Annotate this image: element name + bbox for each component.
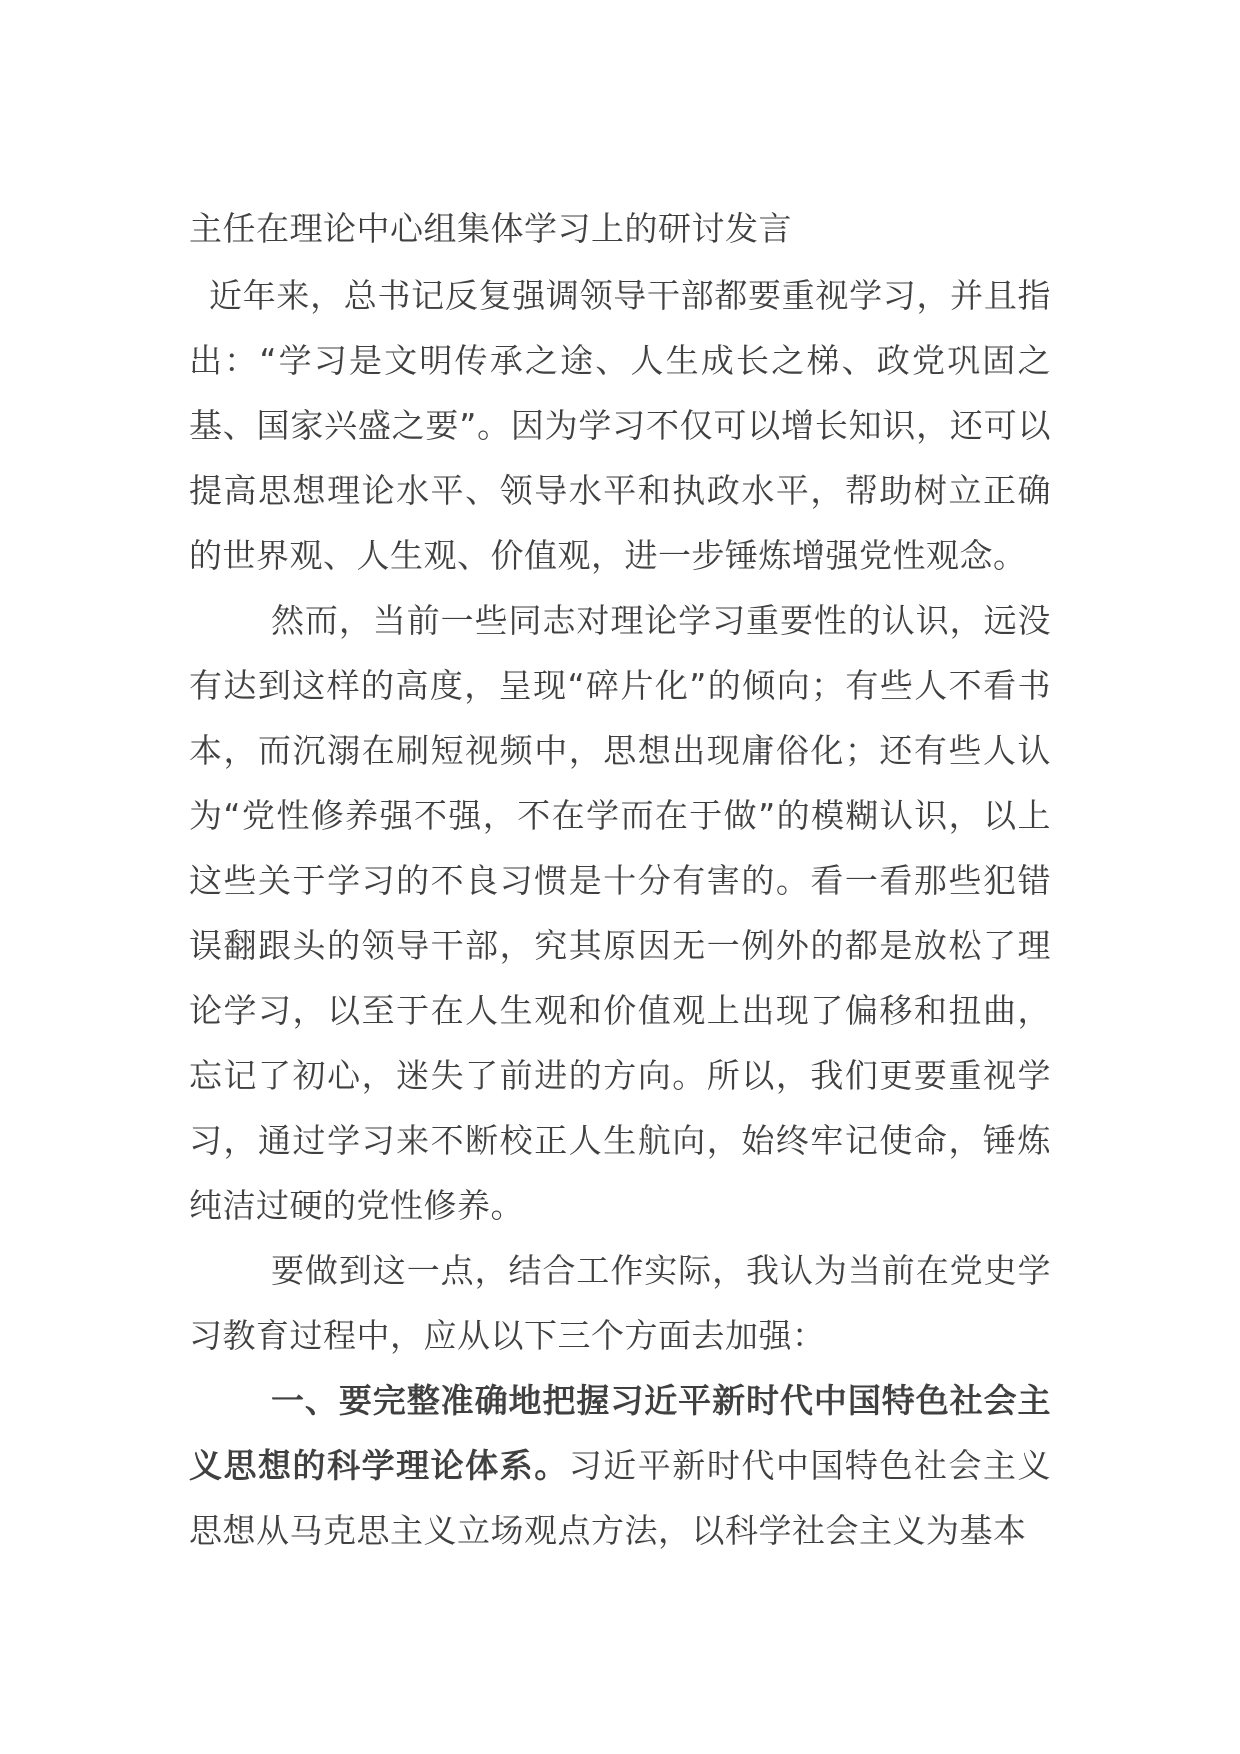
paragraph-text: 然而，当前一些同志对理论学习重要性的认识，远没有达到这样的高度，呈现“碎片化”的倾向；有些人不看书本，而沉溺在刷短视频中，思想出现庸俗化；还有些人认为“党性修养强不强，不在学而在于做”的模糊认识，以上这些关于学习的不良习惯是十分有害的。看一看那些犯错误翻跟头的领导干部，究其原因无一例外的都是放松了理论学习，以至于在人生观和价值观上出现了偏移和扭曲，忘记了初心，迷失了前进的方向。所以，我们更要重视学习，通过学习来不断校正人生航向，始终牢记使命，锤炼纯洁过硬的党性修养。 [189,601,1051,1225]
document-title: 主任在理论中心组集体学习上的研讨发言 [189,209,792,248]
paragraph-intro [189,263,1051,588]
paragraph-text: 习近平新时代中国特色社会主义思想从马克思主义立场观点方法，以科学社会主义为基本 [189,1446,1052,1550]
paragraph-problems [189,588,1051,1238]
paragraph-point-one [189,1368,1051,1563]
point-one-heading: 一、要完整准确地把握习近平新时代中国特色社会主义思想的科学理论体系。 [189,1381,1051,1485]
paragraph-transition [189,1238,1051,1368]
paragraph-text: 要做到这一点，结合工作实际，我认为当前在党史学习教育过程中，应从以下三个方面去加强： [189,1251,1051,1355]
document-body [189,196,1051,1563]
paragraph-text: 近年来，总书记反复强调领导干部都要重视学习，并且指出：“学习是文明传承之途、人生成长之梯、政党巩固之基、国家兴盛之要”。因为学习不仅可以增长知识，还可以提高思想理论水平、领导水平和执政水平，帮助树立正确的世界观、人生观、价值观，进一步锤炼增强党性观念。 [189,276,1051,575]
